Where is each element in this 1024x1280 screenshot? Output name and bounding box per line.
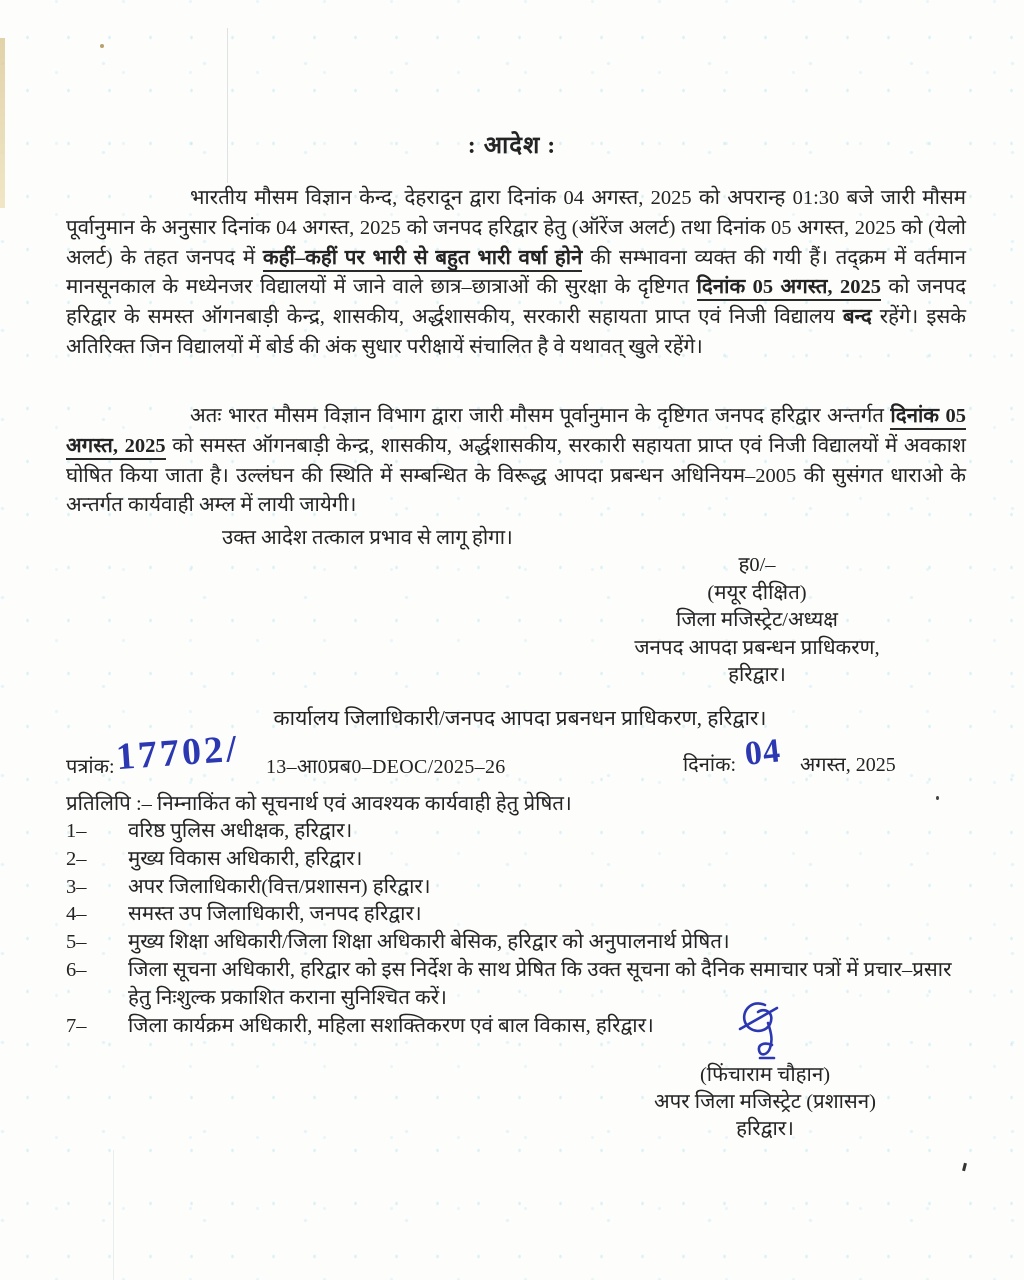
signature-block-additional-magistrate xyxy=(565,1062,965,1143)
signature-block-district-magistrate xyxy=(557,552,957,690)
list-item-text: वरिष्ठ पुलिस अधीक्षक, हरिद्वार। xyxy=(128,820,353,842)
copy-to-heading: प्रतिलिपि :– निम्नाकिंत को सूचनार्थ एवं आवश्यक कार्यवाही हेतु प्रेषित। xyxy=(66,793,572,815)
list-item xyxy=(66,874,968,902)
para1-emphasis-heavy-rain: कहीं–कहीं पर भारी से बहुत भारी वर्षा होने xyxy=(263,247,583,272)
para1-text-4: रहेंगे। इसके अतिरिक्त जिन विद्यालयों में बोर्ड की अंक सुधार परीक्षायें संचालित है वे यथावत् खुले रहेंगे। xyxy=(66,306,966,358)
signatory-place: हरिद्वार। xyxy=(736,1118,794,1140)
handwritten-date-day: 04 xyxy=(743,732,783,773)
scan-speck xyxy=(100,44,104,48)
date-month-year: अगस्त, 2025 xyxy=(800,754,896,776)
list-item xyxy=(66,901,968,929)
handwritten-letter-number: 17702/ xyxy=(114,727,241,779)
list-item xyxy=(66,1013,968,1041)
list-item-number: 5– xyxy=(66,931,87,954)
list-item-text: मुख्य शिक्षा अधिकारी/जिला शिक्षा अधिकारी बेसिक, हरिद्वार को अनुपालनार्थ प्रेषित। xyxy=(128,931,730,954)
para1-text-1: भारतीय मौसम विज्ञान केन्द, देहरादून द्वारा दिनांक 04 अगस्त, 2025 को अपरान्ह 01:30 बजे जारी मौसम पूर्वानुमान के अनुसार दिनांक 04 अगस्त, 2025 को जनपद हरिद्वार हेतु (ऑरेंज अलर्ट) तथा दिनांक 05 अगस्त, 2025 को (येलो अलर्ट) के तहत जनपद में xyxy=(66,187,966,269)
para1-emphasis-date: दिनांक 05 अगस्त, 2025 xyxy=(697,276,881,301)
list-item-number: 7– xyxy=(66,1014,87,1037)
list-item-number: 6– xyxy=(66,958,87,981)
scan-speck xyxy=(962,1163,967,1171)
signed-notation: ह0/– xyxy=(738,554,776,576)
list-item-number: 4– xyxy=(66,903,87,926)
para2-text-1: अतः भारत मौसम विज्ञान विभाग द्वारा जारी मौसम पूर्वानुमान के दृष्टिगत जनपद हरिद्वार अन्तर्गत xyxy=(190,405,891,427)
list-item-text: जिला कार्यक्रम अधिकारी, महिला सशक्तिकरण एवं बाल विकास, हरिद्वार। xyxy=(128,1014,654,1037)
office-heading: कार्यालय जिलाधिकारी/जनपद आपदा प्रबनधन प्राधिकरण, हरिद्वार। xyxy=(273,706,767,730)
scan-speck xyxy=(936,796,939,800)
signatory-place: हरिद्वार। xyxy=(728,664,786,686)
para1-text-2: की सम्भावना व्यक्त की गयी हैं। तद्क्रम में वर्तमान मानसूनकाल के मध्येनजर विद्यालयों में जाने वाले छात्र–छात्राओं की सुरक्षा के दृष्टिगत xyxy=(66,246,966,299)
list-item-text: समस्त उप जिलाधिकारी, जनपद हरिद्वार। xyxy=(128,903,422,926)
list-item xyxy=(66,957,968,1013)
list-item xyxy=(66,818,968,846)
list-item-number: 1– xyxy=(66,820,87,842)
handwritten-signature-mark xyxy=(734,1000,788,1066)
paragraph-holiday-declaration xyxy=(66,402,966,521)
scan-edge-artifact xyxy=(0,38,5,208)
list-item-number: 2– xyxy=(66,847,87,870)
list-item-text: अपर जिलाधिकारी(वित्त/प्रशासन) हरिद्वार। xyxy=(128,875,431,898)
list-item-text: मुख्य विकास अधिकारी, हरिद्वार। xyxy=(128,847,363,870)
list-item-number: 3– xyxy=(66,875,87,898)
para2-text-2: को समस्त ऑगनबाड़ी केन्द्र, शासकीय, अर्द्धशासकीय, सरकारी सहायता प्राप्त एवं निजी विद्यालयों में अवकाश घोषित किया जाता है। उल्लंघन की स्थिति में सम्बन्धित के विरूद्ध आपदा प्रबन्धन अधिनियम–2005 की सुसंगत धाराओ के अन्तर्गत कार्यवाही अम्ल में लायी जायेगी। xyxy=(66,434,966,517)
paragraph-weather-forecast xyxy=(66,184,966,363)
para1-text-3: को जनपद हरिद्वार के समस्त ऑगनबाड़ी केन्द्र, शासकीय, अर्द्धशासकीय, सरकारी सहायता प्राप्त एवं निजी विद्यालय xyxy=(66,276,966,329)
signatory-org: जनपद आपदा प्रबन्धन प्राधिकरण, xyxy=(634,636,880,659)
signatory-title: अपर जिला मजिस्ट्रेट (प्रशासन) xyxy=(653,1091,876,1113)
letter-number-label: पत्रांक: xyxy=(66,756,115,778)
signatory-name: (मयूर दीक्षित) xyxy=(707,581,807,604)
signatory-name: (फिंचाराम चौहान) xyxy=(699,1064,831,1086)
scan-line-artifact xyxy=(113,1150,114,1280)
signatory-title: जिला मजिस्ट्रेट/अध्यक्ष xyxy=(676,609,838,631)
paragraph-immediate-effect: उक्त आदेश तत्काल प्रभाव से लागू होगा। xyxy=(222,527,513,549)
para1-emphasis-closed: बन्द xyxy=(842,306,872,329)
list-item-text: जिला सूचना अधिकारी, हरिद्वार को इस निर्देश के साथ प्रेषित कि उक्त सूचना को दैनिक समाचार पत्रों में प्रचार–प्रसार हेतु निःशुल्क प्रकाशित कराना सुनिश्चित करें। xyxy=(128,958,952,1009)
list-item xyxy=(66,929,968,957)
date-label: दिनांक: xyxy=(683,754,736,776)
document-title: : आदेश : xyxy=(467,133,557,159)
list-item xyxy=(66,846,968,874)
letter-number-printed: 13–आ0प्रब0–DEOC/2025–26 xyxy=(266,756,506,778)
para2-emphasis-date: दिनांक 05 अगस्त, 2025 xyxy=(66,405,966,460)
copy-to-list xyxy=(66,818,968,1040)
